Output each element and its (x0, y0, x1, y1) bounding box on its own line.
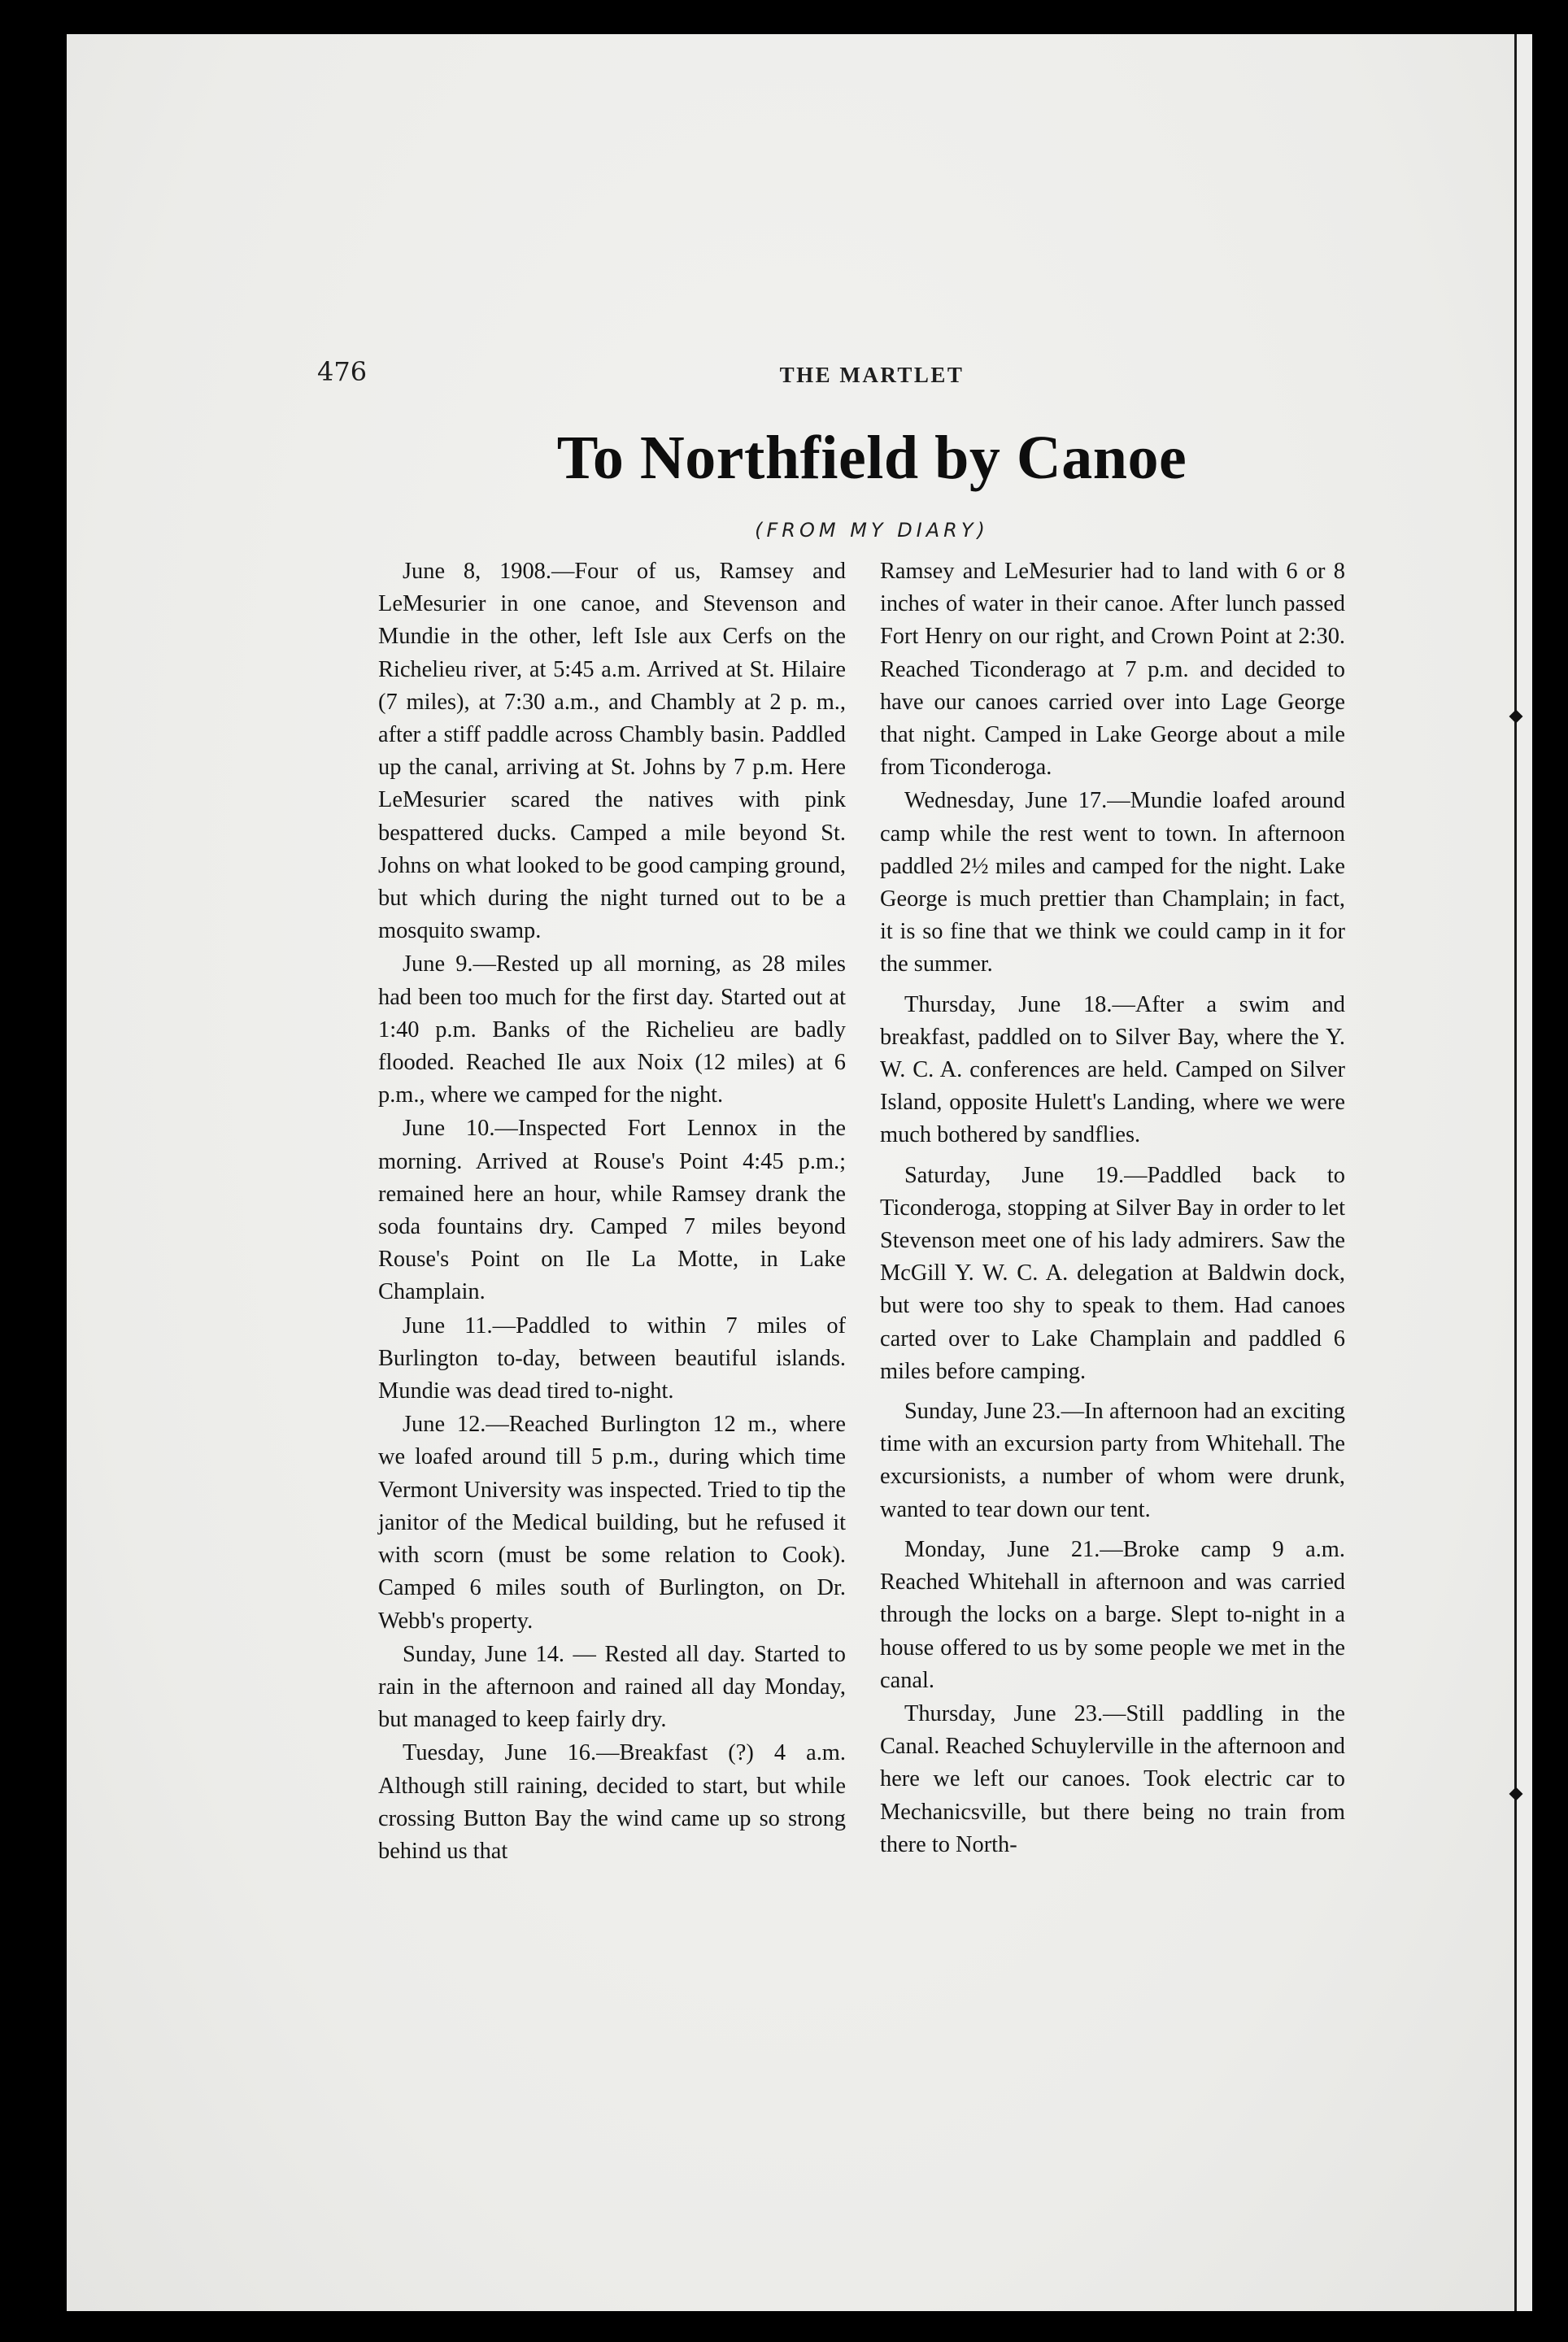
diary-entry: Tuesday, June 16.—Breakfast (?) 4 a.m. Although still raining, decided to start, but while crossing Button Bay the wind came up so strong behind us that (378, 1740, 846, 1864)
diary-entry: Monday, June 21.—Broke camp 9 a.m. Reached Whitehall in afternoon and was carried through the locks on a barge. Slept to-night in a house offered to us by some people we met in the canal. (880, 1536, 1345, 1693)
diary-entry: June 9.—Rested up all morning, as 28 miles had been too much for the first day. Started out at 1:40 p.m. Banks of the Richelieu are badly flooded. Reached Ile aux Noix (12 miles) at 6 p.m., where we camped for the night. (378, 951, 846, 1108)
diary-entry: June 10.—Inspected Fort Lennox in the morning. Arrived at Rouse's Point 4:45 p.m.; remained here an hour, while Ramsey drank the soda fountains dry. Camped 7 miles beyond Rouse's Point on Ile La Motte, in Lake Champlain. (378, 1116, 846, 1305)
running-head: THE MARTLET (779, 363, 965, 387)
diary-entry: Saturday, June 19.—Paddled back to Ticonderoga, stopping at Silver Bay in order to let Stevenson meet one of his lady admirers. Saw the McGill Y. W. C. A. delegation at Baldwin dock, but were too shy to speak to them. Had canoes carted over to Lake Champlain and paddled 6 miles before camping. (880, 1162, 1345, 1384)
left-column (378, 555, 846, 1868)
diary-entry: Thursday, June 23.—Still paddling in the Canal. Reached Schuylerville in the afternoon and here we left our canoes. Took electric car to Mechanicsville, but there being no train from there to North- (880, 1700, 1345, 1857)
diary-entry: Sunday, June 14. — Rested all day. Started to rain in the afternoon and rained all day Monday, but managed to keep fairly dry. (378, 1641, 846, 1733)
diary-entry: June 11.—Paddled to within 7 miles of Burlington to-day, between beautiful islands. Mundie was dead tired to-night. (378, 1312, 846, 1404)
diary-entry-continued: Ramsey and LeMesurier had to land with 6 or 8 inches of water in their canoe. After lunch passed Fort Henry on our right, and Crown Point at 2:30. Reached Ticonderago at 7 p.m. and decided to have our canoes carried over into Lage George that night. Camped in Lake George about a mile from Ticonderoga. (880, 559, 1345, 781)
article-title: To Northfield by Canoe (556, 424, 1187, 492)
page-number: 476 (317, 356, 368, 387)
article-subtitle: (FROM MY DIARY) (755, 519, 989, 542)
diary-entry: Wednesday, June 17.—Mundie loafed around camp while the rest went to town. In afternoon paddled 2½ miles and camped for the night. Lake George is much prettier than Champlain; in fact, it is so fine that we think we could camp in it for the summer. (880, 788, 1345, 977)
diary-entry: Thursday, June 18.—After a swim and breakfast, paddled on to Silver Bay, where the Y. W. C. A. conferences are held. Camped on Silver Island, opposite Hulett's Landing, where we were much bothered by sandflies. (880, 991, 1345, 1148)
diary-entry: Sunday, June 23.—In afternoon had an exciting time with an excursion party from Whitehall. The excursionists, a number of whom were drunk, wanted to tear down our tent. (880, 1399, 1345, 1522)
document-page (67, 34, 1514, 2311)
right-column (880, 555, 1345, 1861)
scan-border (1532, 0, 1568, 2342)
page-header (67, 356, 1514, 397)
diary-entry: June 8, 1908.—Four of us, Ramsey and LeMesurier in one canoe, and Stevenson and Mundie in the other, left Isle aux Cerfs on the Richelieu river, at 5:45 a.m. Arrived at St. Hilaire (7 miles), at 7:30 a.m., and Chambly at 2 p. m., after a stiff paddle across Chambly basin. Paddled up the canal, arriving at St. Johns by 7 p.m. Here LeMesurier scared the natives with pink bespattered ducks. Camped a mile beyond St. Johns on what looked to be good camping ground, but which during the night turned out to be a mosquito swamp. (378, 559, 846, 944)
diary-entry: June 12.—Reached Burlington 12 m., where we loafed around till 5 p.m., during which time Vermont University was inspected. Tried to tip the janitor of the Medical building, but he refused it with scorn (must be some relation to Cook). Camped 6 miles south of Burlington, on Dr. Webb's property. (378, 1412, 846, 1634)
